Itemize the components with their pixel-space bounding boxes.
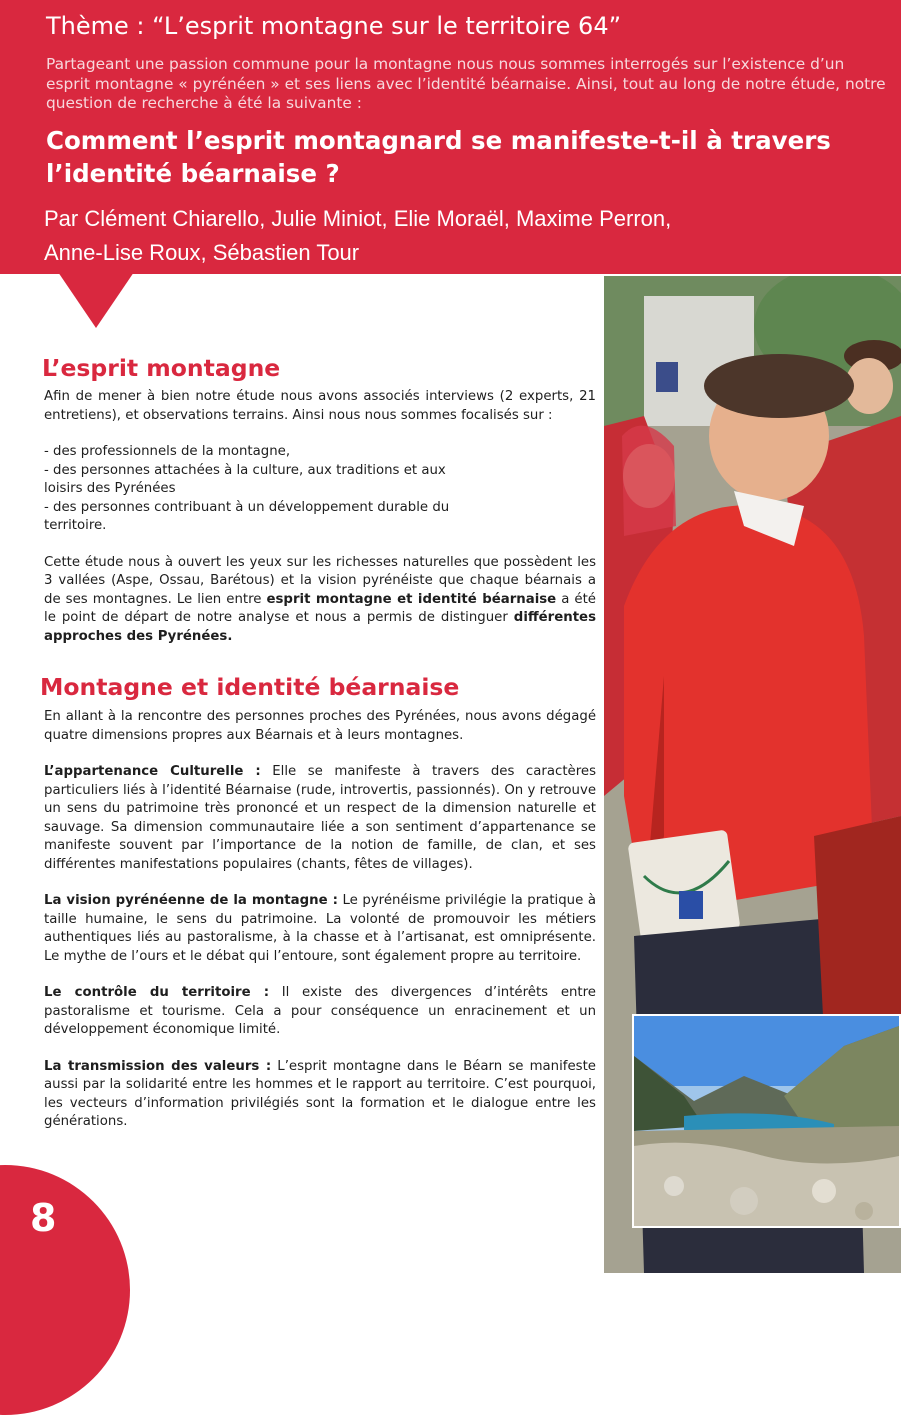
section1-list (44, 443, 596, 536)
question-line-1: Comment l’esprit montagnard se manifeste-t-il à travers (46, 126, 831, 155)
page-number: 8 (30, 1196, 57, 1240)
dimension-text: L’esprit montagne dans le Béarn se manifeste aussi par la solidarité entre les hommes et le rapport au territoire. C’est pourquoi, les vecteurs d’information privilégiés sont la formation et le dialogue entre les générations. (44, 1058, 596, 1129)
list-item: - des personnes attachées à la culture, aux traditions et aux (44, 462, 446, 478)
page-number-circle (0, 1165, 130, 1415)
section1-paragraph-2 (44, 554, 596, 647)
authors-line-2: Anne-Lise Roux, Sébastien Tour (44, 240, 360, 265)
dimension-label: La vision pyrénéenne de la montagne : (44, 893, 338, 908)
list-item: - des personnes contribuant à un développement durable du (44, 499, 450, 515)
mountain-lake-illustration (634, 1016, 899, 1226)
list-item: territoire. (44, 518, 107, 533)
paragraph-text: a été le point de départ de notre analyse et nous a permis de distinguer (44, 591, 596, 625)
dimension-vision-pyreneenne (44, 892, 596, 966)
authors-line-1: Par Clément Chiarello, Julie Miniot, Elie Moraël, Maxime Perron, (44, 206, 672, 231)
mountain-lake-photo (632, 1014, 901, 1228)
intro-text: Partageant une passion commune pour la montagne nous nous sommes interrogés sur l’existence d’un esprit montagne « pyrénéen » et ses liens avec l’identité béarnaise. Ainsi, tout au long de notre étude, notre question de recherche à été la suivante : (46, 55, 886, 112)
section2-intro: En allant à la rencontre des personnes proches des Pyrénées, nous avons dégagé quatre dimensions propres aux Béarnais et à leurs montagnes. (44, 709, 596, 743)
emphasis-text: différentes approches des Pyrénées. (44, 610, 596, 644)
section1-paragraph-1: Afin de mener à bien notre étude nous avons associés interviews (2 experts, 21 entretiens), et observations terrains. Ainsi nous nous sommes focalisés sur : (44, 389, 596, 423)
dimension-text: Le pyrénéisme privilégie la pratique à taille humaine, le sens du patrimoine. La volonté de promouvoir les métiers authentiques liés au pastoralisme, à la chasse et à l’artisanat, est omniprésente. Le mythe de l’ours et le débat qui l’entoure, sont également propre au territoire. (44, 893, 596, 964)
section1-body (44, 388, 596, 664)
dimension-label: Le contrôle du territoire : (44, 985, 270, 1000)
dimension-controle-territoire (44, 984, 596, 1040)
authors (44, 202, 884, 270)
section2-body (44, 708, 596, 1150)
dimension-label: La transmission des valeurs : (44, 1058, 272, 1074)
section-title-esprit-montagne: L’esprit montagne (42, 354, 281, 382)
emphasis-text: esprit montagne et identité béarnaise (266, 591, 557, 607)
research-question (46, 124, 876, 190)
header-pointer (58, 272, 134, 328)
dimension-transmission-valeurs (44, 1058, 596, 1132)
paragraph-text: Cette étude nous à ouvert les yeux sur les richesses naturelles que possèdent les 3 vallées (Aspe, Ossau, Barétous) et la vision pyrénéiste que chaque béarnais a de ses montagnes. Le lien entre (44, 554, 596, 607)
dimension-culturelle (44, 763, 596, 874)
list-item: - des professionnels de la montagne, (44, 444, 291, 459)
dimension-text: Il existe des divergences d’intérêts entre pastoralisme et tourisme. Cela a pour conséquence un enracinement et un développement économique limité. (44, 985, 596, 1037)
list-item: loisirs des Pyrénées (44, 481, 176, 496)
theme-title: Thème : “L’esprit montagne sur le territoire 64” (46, 12, 622, 40)
dimension-text: Elle se manifeste à travers des caractères particuliers liés à l’identité Béarnaise (rude, introvertis, passionnés). On y retrouve un sens du patrimoine très prononcé et un respect de la dimension naturelle et sauvage. Sa dimension communautaire liée a son sentiment d’appartenance se manifeste souvent par l’importance de la notion de famille, de clan, et ses différentes manifestations populaires (chants, fêtes de villages). (44, 764, 596, 872)
question-line-2: l’identité béarnaise ? (46, 159, 340, 188)
section-title-montagne-identite: Montagne et identité béarnaise (40, 673, 460, 701)
header-band (0, 0, 901, 274)
dimension-label: L’appartenance Culturelle : (44, 764, 261, 779)
